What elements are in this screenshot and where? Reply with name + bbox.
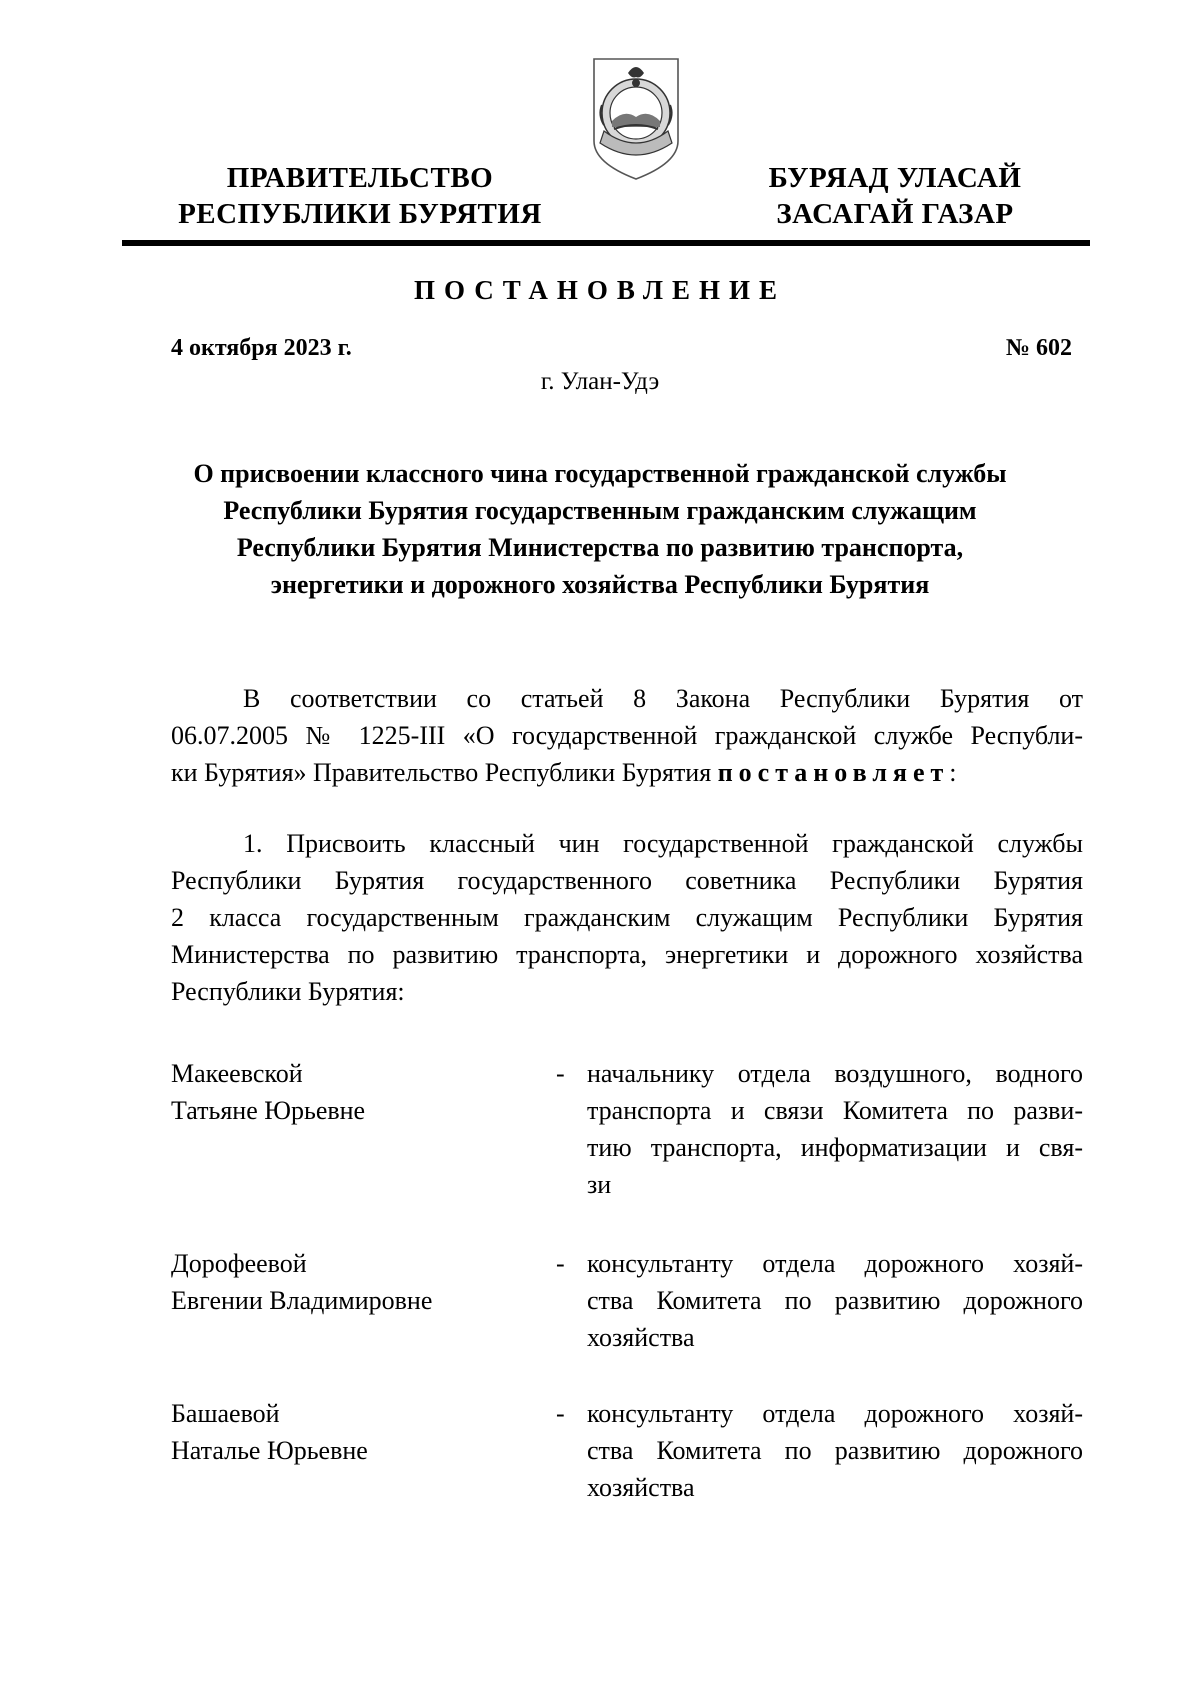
clause-line: 1. Присвоить классный чин государственной гражданской службы — [243, 829, 1083, 858]
position-line: транспорта и связи Комитета по разви- — [587, 1096, 1083, 1125]
person-position — [587, 1395, 1083, 1506]
position-line: зи — [587, 1170, 612, 1199]
clause-line: Министерства по развитию транспорта, энергетики и дорожного хозяйства — [171, 940, 1083, 969]
document-type: ПОСТАНОВЛЕНИЕ — [413, 275, 787, 305]
title-line: О присвоении классного чина государственной гражданской службы — [193, 459, 1007, 488]
intro-line-last — [171, 754, 1083, 791]
intro-paragraph — [171, 680, 1083, 791]
intro-line-text: ки Бурятия» Правительство Республики Бурятия — [171, 758, 718, 787]
person-position — [587, 1245, 1083, 1356]
position-line: консультанту отдела дорожного хозяй- — [587, 1399, 1083, 1428]
org-name-ru-line-2: РЕСПУБЛИКИ БУРЯТИЯ — [178, 198, 542, 230]
person-name — [171, 1055, 531, 1129]
person-surname: Башаевой — [171, 1399, 280, 1428]
title-line: Республики Бурятия Министерства по развитию транспорта, — [236, 533, 964, 562]
header-divider — [122, 240, 1090, 246]
person-name — [171, 1395, 531, 1469]
person-dash: - — [556, 1249, 565, 1278]
document-date: 4 октября 2023 г. — [171, 335, 352, 361]
org-name-ru-line-1: ПРАВИТЕЛЬСТВО — [226, 162, 494, 194]
person-surname: Дорофеевой — [171, 1249, 307, 1278]
document-title — [150, 455, 1050, 603]
clause-line: Республики Бурятия государственного советника Республики Бурятия — [171, 866, 1083, 895]
org-name-bua-line-1: БУРЯАД УЛАСАЙ — [768, 162, 1022, 194]
position-line: ства Комитета по развитию дорожного — [587, 1286, 1083, 1315]
document-city: г. Улан-Удэ — [540, 368, 660, 395]
title-line: энергетики и дорожного хозяйства Республики Бурятия — [270, 570, 930, 599]
org-name-bua-line-2: ЗАСАГАЙ ГАЗАР — [776, 198, 1014, 230]
intro-line: 06.07.2005 № 1225-III «О государственной гражданской службе Республи- — [171, 721, 1083, 750]
coat-of-arms-icon — [588, 55, 684, 183]
position-line: ства Комитета по развитию дорожного — [587, 1436, 1083, 1465]
position-line: хозяйства — [587, 1473, 695, 1502]
person-dash: - — [556, 1059, 565, 1088]
person-dash: - — [556, 1399, 565, 1428]
org-name-ru — [175, 160, 545, 232]
position-line: хозяйства — [587, 1323, 695, 1352]
intro-emphasis: постановляет — [717, 758, 950, 787]
document-number: № 602 — [1005, 335, 1072, 361]
person-name — [171, 1245, 531, 1319]
person-surname: Макеевской — [171, 1059, 303, 1088]
person-position — [587, 1055, 1083, 1203]
clause-line: Республики Бурятия: — [171, 977, 405, 1006]
person-given-names: Евгении Владимировне — [171, 1286, 433, 1315]
position-line: тию транспорта, информатизации и свя- — [587, 1133, 1083, 1162]
org-name-bua — [755, 160, 1035, 232]
clause-1-paragraph — [171, 825, 1083, 1010]
intro-tail: : — [949, 758, 957, 787]
person-given-names: Татьяне Юрьевне — [171, 1096, 366, 1125]
intro-line: В соответствии со статьей 8 Закона Республики Бурятия от — [243, 684, 1083, 713]
clause-line: 2 класса государственным гражданским служащим Республики Бурятия — [171, 903, 1083, 932]
position-line: консультанту отдела дорожного хозяй- — [587, 1249, 1083, 1278]
position-line: начальнику отдела воздушного, водного — [587, 1059, 1083, 1088]
title-line: Республики Бурятия государственным гражданским служащим — [223, 496, 977, 525]
person-given-names: Наталье Юрьевне — [171, 1436, 368, 1465]
